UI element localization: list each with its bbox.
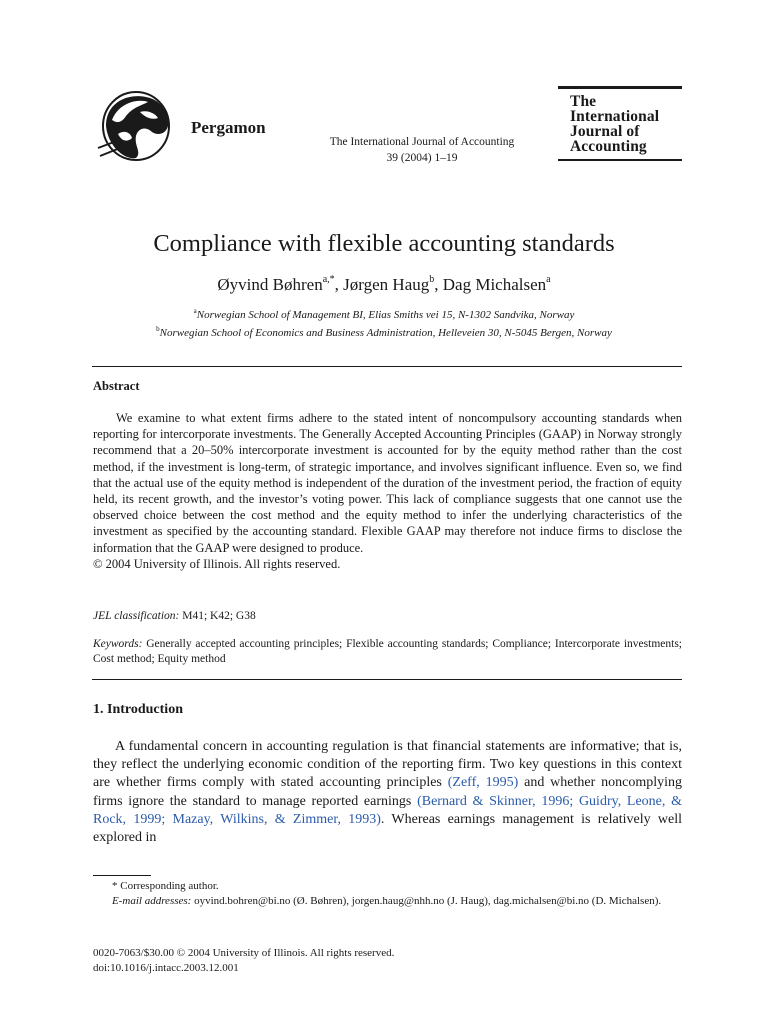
bottom-info	[93, 946, 394, 976]
author-affil-mark: a,*	[322, 274, 335, 285]
journal-box-line: The	[570, 93, 597, 110]
author-name: Jørgen Haug	[343, 275, 430, 294]
journal-box-line: International	[570, 108, 660, 125]
journal-box	[558, 86, 682, 161]
article-title: Compliance with flexible accounting standards	[153, 230, 615, 257]
jel-label: JEL classification:	[93, 610, 180, 622]
intro-paragraph	[93, 738, 682, 847]
footnote-rule	[93, 875, 151, 876]
affiliation-mark: b	[156, 325, 160, 333]
author-separator: ,	[334, 275, 344, 294]
email-value: oyvind.bohren@bi.no (Ø. Bøhren), jorgen.haug@nhh.no (J. Haug), dag.michalsen@bi.no (D. Michalsen).	[191, 895, 662, 907]
doi-line[interactable]: doi:10.1016/j.intacc.2003.12.001	[93, 962, 239, 974]
athena-head-icon	[92, 86, 176, 164]
author-separator: ,	[434, 275, 443, 294]
footnotes	[93, 879, 682, 909]
publisher-logo	[92, 86, 176, 164]
affiliation-text: Norwegian School of Management BI, Elias Smiths vei 15, N-1302 Sandvika, Norway	[196, 309, 575, 321]
intro-text: and whether noncomplying firms ignore the standard to manage reported earnings	[93, 775, 682, 809]
citation-link[interactable]: (Zeff, 1995)	[447, 775, 519, 791]
jel-classification	[93, 610, 256, 622]
affiliation-b	[0, 325, 768, 339]
issn-line: 0020-7063/$30.00 © 2004 University of Illinois. All rights reserved.	[93, 947, 395, 959]
abstract-copyright: © 2004 University of Illinois. All rights reserved.	[93, 556, 341, 571]
journal-name: The International Journal of Accounting	[329, 136, 515, 148]
email-label: E-mail addresses:	[112, 895, 192, 907]
journal-citation	[292, 134, 552, 166]
journal-box-line: Accounting	[570, 138, 647, 155]
keywords	[93, 637, 682, 667]
intro-text: A fundamental concern in accounting regulation is that financial statements are informative; that is, they reflect the underlying economic condition of the reporting firm. Two key questions in this context are whether firms comply with stated accounting principles	[93, 739, 682, 791]
author-list	[0, 274, 768, 295]
abstract-heading: Abstract	[93, 379, 140, 393]
author-affil-mark: b	[429, 274, 435, 285]
affiliation-text: Norwegian School of Economics and Business Administration, Helleveien 30, N-5045 Bergen, Norway	[159, 327, 612, 339]
affiliation-mark: a	[193, 307, 197, 315]
journal-box-rule-top	[558, 86, 682, 89]
divider	[92, 679, 682, 680]
citation-link[interactable]: (Bernard & Skinner, 1996; Guidry, Leone, & Rock, 1999; Mazay, Wilkins, & Zimmer, 1993)	[93, 793, 682, 827]
jel-value: M41; K42; G38	[179, 610, 256, 622]
author-name: Dag Michalsen	[442, 275, 547, 294]
author-affil-mark: a	[546, 274, 551, 285]
publisher-name: Pergamon	[191, 118, 266, 137]
footnote-email	[93, 894, 682, 909]
abstract-text: We examine to what extent firms adhere to the stated intent of noncompulsory accounting standards when reporting for intercorporate investments. The Generally Accepted Accounting Principles (GAAP) in Norway strongly recommend that a 20–50% intercorporate investment is accounted for by the equity method rather than the cost method, if the investment is long-term, of strategic importance, and involves significant influence. Even so, we find that the actual use of the equity method is independent of the duration of the investment period, the fraction of equity held, its recent growth, and the investor’s voting power. This lack of compliance suggests that one cannot use the observed choice between the cost method and the equity method to infer the underlying characteristics of the investment as specified by the accounting standard. Flexible GAAP may therefore not induce firms to disclose the information that the GAAP were designed to produce.	[93, 411, 682, 555]
journal-box-rule-bottom	[558, 159, 682, 161]
journal-box-line: Journal of	[570, 123, 640, 140]
footnote-corresponding: * Corresponding author.	[112, 880, 219, 892]
volume-issue: 39 (2004) 1–19	[386, 152, 458, 164]
author-name: Øyvind Bøhren	[217, 275, 323, 294]
divider	[92, 366, 682, 367]
affiliation-a	[0, 307, 768, 321]
keywords-value: Generally accepted accounting principles; Flexible accounting standards; Compliance; Intercorporate investments; Cost method; Equity method	[93, 638, 682, 665]
section-heading: 1. Introduction	[93, 702, 183, 717]
abstract-body	[93, 410, 682, 572]
keywords-label: Keywords:	[93, 638, 143, 650]
intro-text: . Whereas earnings management is relatively well explored in	[93, 811, 683, 846]
